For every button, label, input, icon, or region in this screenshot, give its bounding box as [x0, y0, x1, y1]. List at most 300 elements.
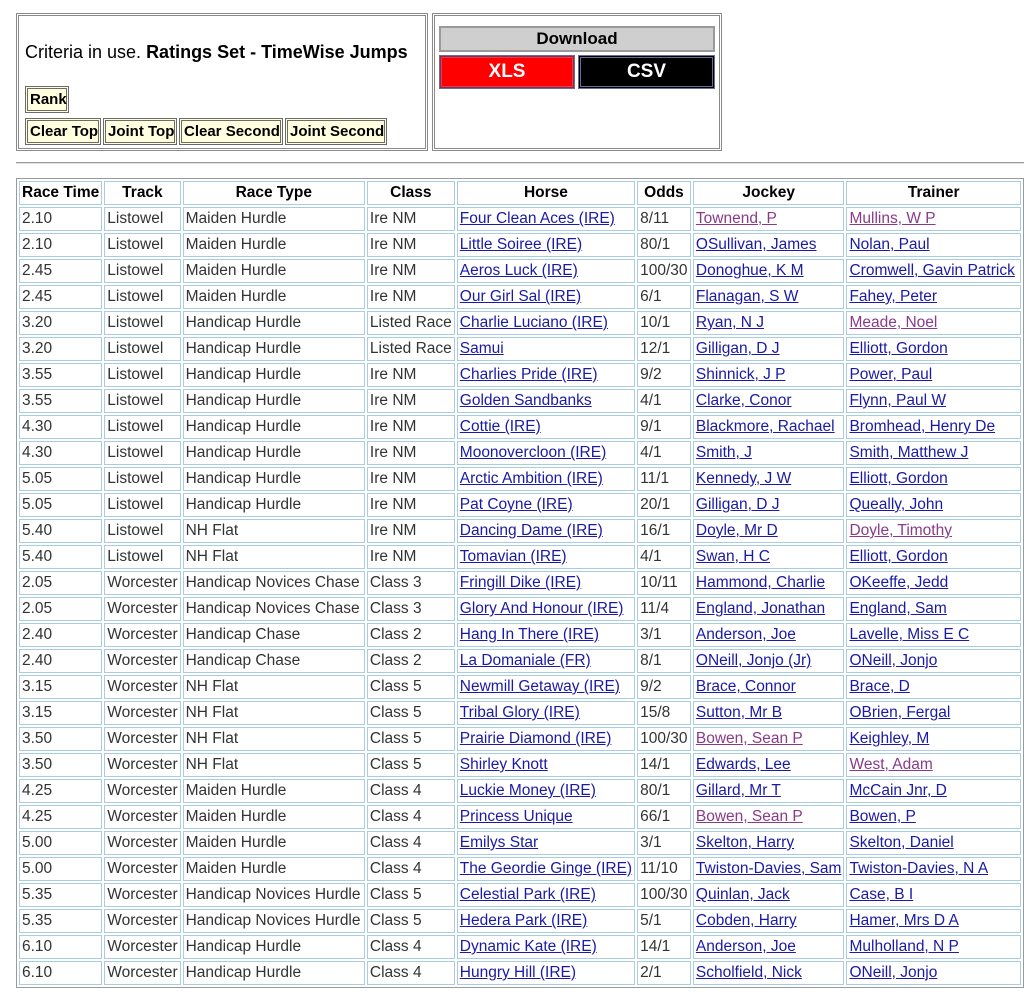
- track-cell: Listowel: [104, 363, 180, 387]
- jockey-cell: [693, 909, 845, 933]
- clear-top-button[interactable]: Clear Top: [25, 118, 101, 145]
- horse-link[interactable]: Little Soiree (IRE): [459, 236, 583, 253]
- joint-second-button[interactable]: Joint Second: [285, 118, 387, 145]
- odds-cell: 3/1: [637, 623, 691, 647]
- horse-link[interactable]: Charlies Pride (IRE): [459, 366, 598, 383]
- race-type-cell: NH Flat: [183, 701, 365, 725]
- race-time-cell: 4.30: [19, 441, 102, 465]
- odds-cell: 3/1: [637, 831, 691, 855]
- class-cell: Class 4: [367, 779, 455, 803]
- horse-cell: [457, 727, 635, 751]
- race-type-cell: Handicap Hurdle: [183, 415, 365, 439]
- jockey-cell: [693, 519, 845, 543]
- trainer-link[interactable]: Power, Paul: [849, 366, 933, 383]
- trainer-link[interactable]: Nolan, Paul: [849, 236, 930, 253]
- race-type-cell: Handicap Hurdle: [183, 311, 365, 335]
- trainer-cell: [846, 337, 1021, 361]
- race-time-cell: 3.50: [19, 753, 102, 777]
- table-row: [19, 545, 1021, 569]
- track-cell: Listowel: [104, 441, 180, 465]
- horse-cell: [457, 935, 635, 959]
- trainer-cell: [846, 831, 1021, 855]
- table-row: [19, 597, 1021, 621]
- jockey-cell: [693, 883, 845, 907]
- jockey-cell: [693, 805, 845, 829]
- race-type-cell: Maiden Hurdle: [183, 805, 365, 829]
- jockey-link[interactable]: England, Jonathan: [695, 600, 826, 617]
- horse-link[interactable]: Golden Sandbanks: [459, 392, 592, 409]
- jockey-link[interactable]: Edwards, Lee: [695, 756, 791, 773]
- class-cell: Ire NM: [367, 493, 455, 517]
- odds-cell: 4/1: [637, 389, 691, 413]
- csv-download-button[interactable]: CSV: [578, 55, 715, 89]
- jockey-link[interactable]: Clarke, Conor: [695, 392, 792, 409]
- horse-cell: [457, 545, 635, 569]
- horse-link[interactable]: Emilys Star: [459, 834, 539, 851]
- horse-link[interactable]: Princess Unique: [459, 808, 573, 825]
- trainer-cell: [846, 259, 1021, 283]
- race-time-cell: 5.00: [19, 831, 102, 855]
- table-row: [19, 753, 1021, 777]
- horse-link[interactable]: Hedera Park (IRE): [459, 912, 588, 929]
- table-row: [19, 675, 1021, 699]
- race-time-cell: 2.05: [19, 571, 102, 595]
- jockey-cell: [693, 727, 845, 751]
- trainer-link[interactable]: Cromwell, Gavin Patrick: [849, 262, 1015, 279]
- trainer-link[interactable]: Mulholland, N P: [849, 938, 959, 955]
- trainer-cell: [846, 519, 1021, 543]
- trainer-cell: [846, 805, 1021, 829]
- jockey-link[interactable]: Shinnick, J P: [695, 366, 786, 383]
- jockey-cell: [693, 285, 845, 309]
- horse-link[interactable]: La Domaniale (FR): [459, 652, 591, 669]
- odds-cell: 10/11: [637, 571, 691, 595]
- race-type-cell: Handicap Novices Chase: [183, 597, 365, 621]
- trainer-link[interactable]: Doyle, Timothy: [849, 522, 952, 539]
- trainer-link[interactable]: Elliott, Gordon: [849, 340, 948, 357]
- track-cell: Listowel: [104, 337, 180, 361]
- trainer-cell: [846, 779, 1021, 803]
- jockey-link[interactable]: Sutton, Mr B: [695, 704, 783, 721]
- table-row: [19, 649, 1021, 673]
- trainer-link[interactable]: West, Adam: [849, 756, 933, 773]
- odds-cell: 16/1: [637, 519, 691, 543]
- jockey-cell: [693, 233, 845, 257]
- race-time-cell: 5.00: [19, 857, 102, 881]
- race-time-cell: 6.10: [19, 935, 102, 959]
- race-type-cell: Maiden Hurdle: [183, 831, 365, 855]
- track-cell: Worcester: [104, 805, 180, 829]
- race-time-cell: 2.10: [19, 233, 102, 257]
- trainer-cell: [846, 961, 1021, 985]
- jockey-link[interactable]: Swan, H C: [695, 548, 770, 565]
- race-time-cell: 4.25: [19, 805, 102, 829]
- race-type-cell: Handicap Hurdle: [183, 441, 365, 465]
- class-cell: Class 5: [367, 701, 455, 725]
- race-time-cell: 2.45: [19, 259, 102, 283]
- jockey-cell: [693, 571, 845, 595]
- column-header-race-type: Race Type: [183, 181, 365, 205]
- class-cell: Class 3: [367, 571, 455, 595]
- horse-cell: [457, 779, 635, 803]
- jockey-link[interactable]: Kennedy, J W: [695, 470, 792, 487]
- horse-link[interactable]: Luckie Money (IRE): [459, 782, 596, 799]
- trainer-cell: [846, 623, 1021, 647]
- jockey-link[interactable]: Scholfield, Nick: [695, 964, 802, 981]
- horse-link[interactable]: Pat Coyne (IRE): [459, 496, 573, 513]
- trainer-link[interactable]: ONeill, Jonjo: [849, 652, 938, 669]
- race-type-cell: NH Flat: [183, 675, 365, 699]
- race-time-cell: 5.05: [19, 493, 102, 517]
- table-row: [19, 935, 1021, 959]
- track-cell: Listowel: [104, 389, 180, 413]
- jockey-cell: [693, 467, 845, 491]
- trainer-link[interactable]: Skelton, Daniel: [849, 834, 954, 851]
- trainer-link[interactable]: OKeeffe, Jedd: [849, 574, 949, 591]
- track-cell: Worcester: [104, 935, 180, 959]
- trainer-link[interactable]: Smith, Matthew J: [849, 444, 969, 461]
- race-type-cell: Handicap Hurdle: [183, 337, 365, 361]
- horse-link[interactable]: Hang In There (IRE): [459, 626, 600, 643]
- trainer-link[interactable]: Fahey, Peter: [849, 288, 938, 305]
- odds-cell: 15/8: [637, 701, 691, 725]
- class-cell: Class 4: [367, 961, 455, 985]
- trainer-link[interactable]: England, Sam: [849, 600, 947, 617]
- column-header-odds: Odds: [637, 181, 691, 205]
- column-header-jockey: Jockey: [693, 181, 845, 205]
- rank-button[interactable]: Rank: [25, 86, 69, 113]
- horse-link[interactable]: Tribal Glory (IRE): [459, 704, 580, 721]
- trainer-link[interactable]: Queally, John: [849, 496, 944, 513]
- jockey-cell: [693, 389, 845, 413]
- column-header-track: Track: [104, 181, 180, 205]
- horse-cell: [457, 831, 635, 855]
- odds-cell: 6/1: [637, 285, 691, 309]
- odds-cell: 4/1: [637, 545, 691, 569]
- odds-cell: 9/2: [637, 675, 691, 699]
- trainer-link[interactable]: McCain Jnr, D: [849, 782, 947, 799]
- trainer-cell: [846, 467, 1021, 491]
- jockey-link[interactable]: Twiston-Davies, Sam: [695, 860, 842, 877]
- jockey-cell: [693, 779, 845, 803]
- class-cell: Ire NM: [367, 207, 455, 231]
- jockey-cell: [693, 649, 845, 673]
- jockey-cell: [693, 545, 845, 569]
- race-type-cell: NH Flat: [183, 545, 365, 569]
- track-cell: Worcester: [104, 675, 180, 699]
- jockey-link[interactable]: Quinlan, Jack: [695, 886, 790, 903]
- horse-cell: [457, 597, 635, 621]
- jockey-cell: [693, 701, 845, 725]
- horse-link[interactable]: Four Clean Aces (IRE): [459, 210, 615, 227]
- class-cell: Ire NM: [367, 363, 455, 387]
- trainer-cell: [846, 571, 1021, 595]
- table-row: [19, 285, 1021, 309]
- jockey-link[interactable]: Flanagan, S W: [695, 288, 799, 305]
- jockey-link[interactable]: Anderson, Joe: [695, 938, 796, 955]
- trainer-link[interactable]: Hamer, Mrs D A: [849, 912, 959, 929]
- trainer-link[interactable]: Flynn, Paul W: [849, 392, 946, 409]
- class-cell: Ire NM: [367, 545, 455, 569]
- horse-link[interactable]: Dynamic Kate (IRE): [459, 938, 597, 955]
- horse-link[interactable]: Moonovercloon (IRE): [459, 444, 607, 461]
- ratings-set-label: Ratings Set - TimeWise Jumps: [146, 42, 408, 62]
- trainer-cell: [846, 597, 1021, 621]
- jockey-cell: [693, 831, 845, 855]
- jockey-cell: [693, 415, 845, 439]
- jockey-link[interactable]: ONeill, Jonjo (Jr): [695, 652, 812, 669]
- class-cell: Listed Race: [367, 337, 455, 361]
- race-time-cell: 2.40: [19, 649, 102, 673]
- horse-cell: [457, 805, 635, 829]
- track-cell: Worcester: [104, 597, 180, 621]
- horse-cell: [457, 519, 635, 543]
- horse-link[interactable]: Prairie Diamond (IRE): [459, 730, 612, 747]
- track-cell: Worcester: [104, 571, 180, 595]
- race-type-cell: Maiden Hurdle: [183, 857, 365, 881]
- odds-cell: 11/4: [637, 597, 691, 621]
- trainer-cell: [846, 493, 1021, 517]
- jockey-cell: [693, 675, 845, 699]
- race-time-cell: 2.05: [19, 597, 102, 621]
- horse-link[interactable]: Glory And Honour (IRE): [459, 600, 624, 617]
- class-cell: Class 4: [367, 805, 455, 829]
- jockey-link[interactable]: Bowen, Sean P: [695, 808, 803, 825]
- class-cell: Listed Race: [367, 311, 455, 335]
- table-row: [19, 857, 1021, 881]
- class-cell: Ire NM: [367, 233, 455, 257]
- jockey-link[interactable]: Gilligan, D J: [695, 340, 780, 357]
- race-type-cell: Handicap Hurdle: [183, 961, 365, 985]
- race-time-cell: 5.40: [19, 519, 102, 543]
- horse-link[interactable]: Our Girl Sal (IRE): [459, 288, 582, 305]
- jockey-cell: [693, 441, 845, 465]
- jockey-link[interactable]: Smith, J: [695, 444, 752, 461]
- trainer-link[interactable]: Keighley, M: [849, 730, 930, 747]
- jockey-link[interactable]: Cobden, Harry: [695, 912, 797, 929]
- jockey-link[interactable]: OSullivan, James: [695, 236, 817, 253]
- table-row: [19, 207, 1021, 231]
- horse-cell: [457, 441, 635, 465]
- race-time-cell: 3.15: [19, 701, 102, 725]
- horse-link[interactable]: Aeros Luck (IRE): [459, 262, 578, 279]
- jockey-link[interactable]: Bowen, Sean P: [695, 730, 803, 747]
- trainer-link[interactable]: Meade, Noel: [849, 314, 938, 331]
- jockey-link[interactable]: Gilligan, D J: [695, 496, 780, 513]
- horse-cell: [457, 467, 635, 491]
- table-row: [19, 961, 1021, 985]
- horse-link[interactable]: Fringill Dike (IRE): [459, 574, 582, 591]
- track-cell: Listowel: [104, 233, 180, 257]
- column-header-race-time: Race Time: [19, 181, 102, 205]
- class-cell: Class 5: [367, 727, 455, 751]
- track-cell: Worcester: [104, 623, 180, 647]
- trainer-link[interactable]: Bowen, P: [849, 808, 916, 825]
- horse-cell: [457, 311, 635, 335]
- table-row: [19, 467, 1021, 491]
- horse-link[interactable]: Charlie Luciano (IRE): [459, 314, 608, 331]
- column-header-class: Class: [367, 181, 455, 205]
- trainer-cell: [846, 207, 1021, 231]
- race-type-cell: Handicap Novices Hurdle: [183, 883, 365, 907]
- class-cell: Class 2: [367, 623, 455, 647]
- track-cell: Listowel: [104, 259, 180, 283]
- table-row: [19, 441, 1021, 465]
- jockey-cell: [693, 363, 845, 387]
- trainer-link[interactable]: Bromhead, Henry De: [849, 418, 996, 435]
- jockey-cell: [693, 207, 845, 231]
- odds-cell: 12/1: [637, 337, 691, 361]
- race-type-cell: Handicap Chase: [183, 623, 365, 647]
- table-row: [19, 623, 1021, 647]
- jockey-link[interactable]: Townend, P: [695, 210, 777, 227]
- table-row: [19, 571, 1021, 595]
- trainer-cell: [846, 909, 1021, 933]
- horse-link[interactable]: Cottie (IRE): [459, 418, 541, 435]
- horse-cell: [457, 857, 635, 881]
- jockey-link[interactable]: Ryan, N J: [695, 314, 764, 331]
- jockey-cell: [693, 493, 845, 517]
- class-cell: Ire NM: [367, 441, 455, 465]
- horse-cell: [457, 675, 635, 699]
- odds-cell: 14/1: [637, 935, 691, 959]
- table-row: [19, 337, 1021, 361]
- trainer-link[interactable]: Elliott, Gordon: [849, 548, 948, 565]
- track-cell: Listowel: [104, 311, 180, 335]
- clear-second-button[interactable]: Clear Second: [179, 118, 283, 145]
- horse-link[interactable]: Celestial Park (IRE): [459, 886, 596, 903]
- race-time-cell: 3.50: [19, 727, 102, 751]
- jockey-link[interactable]: Brace, Connor: [695, 678, 796, 695]
- track-cell: Worcester: [104, 831, 180, 855]
- jockey-link[interactable]: Blackmore, Rachael: [695, 418, 835, 435]
- horse-link[interactable]: Dancing Dame (IRE): [459, 522, 603, 539]
- jockey-link[interactable]: Doyle, Mr D: [695, 522, 778, 539]
- jockey-link[interactable]: Skelton, Harry: [695, 834, 795, 851]
- jockey-cell: [693, 753, 845, 777]
- odds-cell: 10/1: [637, 311, 691, 335]
- jockey-cell: [693, 857, 845, 881]
- class-cell: Class 4: [367, 935, 455, 959]
- horse-cell: [457, 493, 635, 517]
- odds-cell: 5/1: [637, 909, 691, 933]
- trainer-link[interactable]: Lavelle, Miss E C: [849, 626, 970, 643]
- trainer-link[interactable]: ONeill, Jonjo: [849, 964, 938, 981]
- race-type-cell: Handicap Novices Hurdle: [183, 909, 365, 933]
- trainer-link[interactable]: OBrien, Fergal: [849, 704, 951, 721]
- horse-cell: [457, 909, 635, 933]
- horse-cell: [457, 571, 635, 595]
- track-cell: Listowel: [104, 519, 180, 543]
- jockey-cell: [693, 623, 845, 647]
- trainer-link[interactable]: Mullins, W P: [849, 210, 936, 227]
- jockey-cell: [693, 961, 845, 985]
- trainer-cell: [846, 233, 1021, 257]
- jockey-link[interactable]: Anderson, Joe: [695, 626, 796, 643]
- class-cell: Ire NM: [367, 519, 455, 543]
- horse-link[interactable]: Newmill Getaway (IRE): [459, 678, 620, 695]
- trainer-link[interactable]: Brace, D: [849, 678, 910, 695]
- horse-cell: [457, 701, 635, 725]
- table-row: [19, 779, 1021, 803]
- trainer-cell: [846, 935, 1021, 959]
- odds-cell: 80/1: [637, 779, 691, 803]
- horse-link[interactable]: Tomavian (IRE): [459, 548, 567, 565]
- race-time-cell: 3.15: [19, 675, 102, 699]
- trainer-cell: [846, 727, 1021, 751]
- horse-link[interactable]: Arctic Ambition (IRE): [459, 470, 603, 487]
- trainer-cell: [846, 285, 1021, 309]
- trainer-cell: [846, 311, 1021, 335]
- trainer-link[interactable]: Twiston-Davies, N A: [849, 860, 989, 877]
- class-cell: Class 5: [367, 675, 455, 699]
- table-row: [19, 883, 1021, 907]
- track-cell: Worcester: [104, 649, 180, 673]
- track-cell: Worcester: [104, 961, 180, 985]
- races-table: [16, 178, 1024, 988]
- class-cell: Ire NM: [367, 285, 455, 309]
- horse-link[interactable]: Shirley Knott: [459, 756, 548, 773]
- race-type-cell: Maiden Hurdle: [183, 207, 365, 231]
- horse-cell: [457, 961, 635, 985]
- class-cell: Class 2: [367, 649, 455, 673]
- table-row: [19, 519, 1021, 543]
- track-cell: Worcester: [104, 753, 180, 777]
- criteria-text: [25, 42, 408, 63]
- horse-link[interactable]: Hungry Hill (IRE): [459, 964, 577, 981]
- joint-top-button[interactable]: Joint Top: [103, 118, 177, 145]
- odds-cell: 100/30: [637, 259, 691, 283]
- race-type-cell: Maiden Hurdle: [183, 259, 365, 283]
- race-time-cell: 5.40: [19, 545, 102, 569]
- horse-cell: [457, 389, 635, 413]
- trainer-link[interactable]: Elliott, Gordon: [849, 470, 948, 487]
- horse-cell: [457, 649, 635, 673]
- jockey-cell: [693, 311, 845, 335]
- horse-link[interactable]: The Geordie Ginge (IRE): [459, 860, 633, 877]
- race-time-cell: 2.45: [19, 285, 102, 309]
- table-row: [19, 493, 1021, 517]
- jockey-link[interactable]: Hammond, Charlie: [695, 574, 826, 591]
- race-time-cell: 3.55: [19, 363, 102, 387]
- race-type-cell: Handicap Hurdle: [183, 493, 365, 517]
- jockey-link[interactable]: Donoghue, K M: [695, 262, 804, 279]
- race-type-cell: Handicap Hurdle: [183, 467, 365, 491]
- race-type-cell: NH Flat: [183, 519, 365, 543]
- table-row: [19, 727, 1021, 751]
- race-type-cell: Handicap Hurdle: [183, 389, 365, 413]
- race-time-cell: 6.10: [19, 961, 102, 985]
- column-header-trainer: Trainer: [846, 181, 1021, 205]
- jockey-link[interactable]: Gillard, Mr T: [695, 782, 781, 799]
- track-cell: Listowel: [104, 207, 180, 231]
- race-time-cell: 4.30: [19, 415, 102, 439]
- horse-cell: [457, 285, 635, 309]
- race-type-cell: Maiden Hurdle: [183, 285, 365, 309]
- table-row: [19, 701, 1021, 725]
- horse-link[interactable]: Samui: [459, 340, 504, 357]
- odds-cell: 11/10: [637, 857, 691, 881]
- trainer-link[interactable]: Case, B I: [849, 886, 914, 903]
- trainer-cell: [846, 389, 1021, 413]
- table-row: [19, 389, 1021, 413]
- race-time-cell: 4.25: [19, 779, 102, 803]
- xls-download-button[interactable]: XLS: [439, 55, 575, 89]
- track-cell: Worcester: [104, 857, 180, 881]
- table-row: [19, 259, 1021, 283]
- class-cell: Class 5: [367, 753, 455, 777]
- horse-cell: [457, 207, 635, 231]
